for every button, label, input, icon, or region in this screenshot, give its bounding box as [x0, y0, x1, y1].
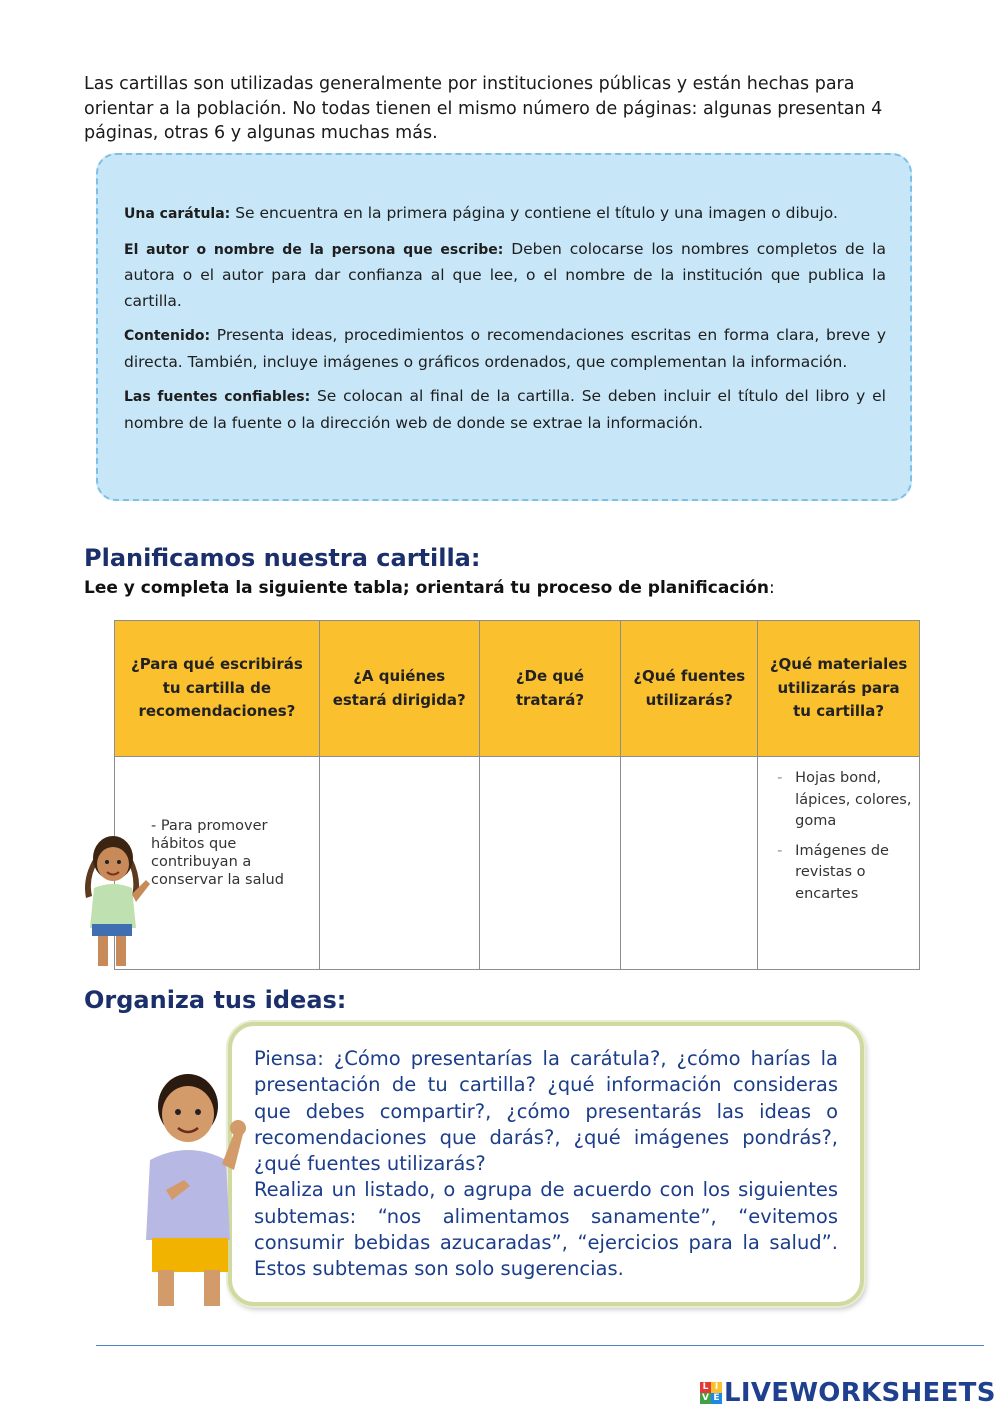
materials-list [759, 758, 918, 905]
reflection-question: Piensa: ¿Cómo presentarías la carátula?, ¿cómo harías la presentación de tu cartilla? ¿qué información consideras que debes compartir?, ¿cómo presentarás las ideas o recomendaciones que darás?, ¿qué imágenes pondrás?, ¿qué fuentes utilizarás? [254, 1047, 838, 1176]
logo-text: LIVEWORKSHEETS [724, 1378, 996, 1408]
reflection-instruction: Realiza un listado, o agrupa de acuerdo con los siguientes subtemas: “nos alimentamos sanamente”, “evitemos consumir bebidas azucaradas”, “ejercicios para la salud”. Estos subtemas son solo sugerencias. [254, 1178, 838, 1281]
planning-title: Planificamos nuestra cartilla: [84, 544, 481, 572]
header-purpose: ¿Para qué escribirás tu cartilla de recomendaciones? [115, 621, 320, 757]
list-item: - Imágenes de revistas o encartes [795, 841, 918, 906]
part-term: Una carátula: [124, 206, 231, 222]
reflection-box [228, 1022, 864, 1306]
header-audience: ¿A quiénes estará dirigida? [319, 621, 479, 757]
part-text: Presenta ideas, procedimientos o recomendaciones escritas en forma clara, breve y directa. También, incluye imágenes o gráficos ordenados, que complementan la información. [124, 326, 886, 371]
list-item: - Hojas bond, lápices, colores, goma [795, 768, 918, 833]
purpose-answer: - Para promover hábitos que contribuyan a conservar la salud [151, 818, 284, 888]
table-row [115, 757, 920, 970]
liveworksheets-logo [700, 1378, 996, 1408]
part-item [124, 384, 886, 436]
organize-title: Organiza tus ideas: [84, 986, 347, 1014]
planning-table [114, 620, 920, 970]
girl-illustration [80, 828, 156, 968]
cell-topic-input[interactable] [479, 757, 621, 970]
table-header-row [115, 621, 920, 757]
cartilla-parts-box [96, 153, 912, 501]
boy-illustration [136, 1070, 248, 1306]
cell-sources-input[interactable] [621, 757, 758, 970]
part-item [124, 201, 886, 228]
part-text: Se encuentra en la primera página y contiene el título y una imagen o dibujo. [230, 204, 838, 222]
cell-audience-input[interactable] [319, 757, 479, 970]
instruction-text: Lee y completa la siguiente tabla; orientará tu proceso de planificación [84, 578, 770, 598]
part-term: Contenido: [124, 328, 211, 344]
part-term: El autor o nombre de la persona que escribe: [124, 241, 504, 258]
planning-instruction [84, 578, 775, 598]
part-term: Las fuentes confiables: [124, 389, 311, 405]
intro-paragraph: Las cartillas son utilizadas generalmente por instituciones públicas y están hechas para orientar a la población. No todas tienen el mismo número de páginas: algunas presentan 4 páginas, otras 6 y algunas muchas más. [84, 74, 883, 143]
part-text: Se colocan al final de la cartilla. Se deben incluir el título del libro y el nombre de la fuente o la dirección web de donde se extrae la información. [124, 387, 886, 432]
header-materials: ¿Qué materiales utilizarás para tu cartilla? [758, 621, 920, 757]
part-item [124, 237, 886, 315]
logo-icon: L I V E [700, 1382, 722, 1404]
part-text: Deben colocarse los nombres completos de la autora o el autor para dar confianza al que lee, o el nombre de la institución que publica la cartilla. [124, 239, 886, 310]
footer-divider [96, 1345, 984, 1346]
part-item [124, 323, 886, 375]
cell-materials [758, 757, 920, 970]
header-topic: ¿De qué tratará? [479, 621, 621, 757]
header-sources: ¿Qué fuentes utilizarás? [621, 621, 758, 757]
instruction-colon: : [769, 578, 775, 598]
